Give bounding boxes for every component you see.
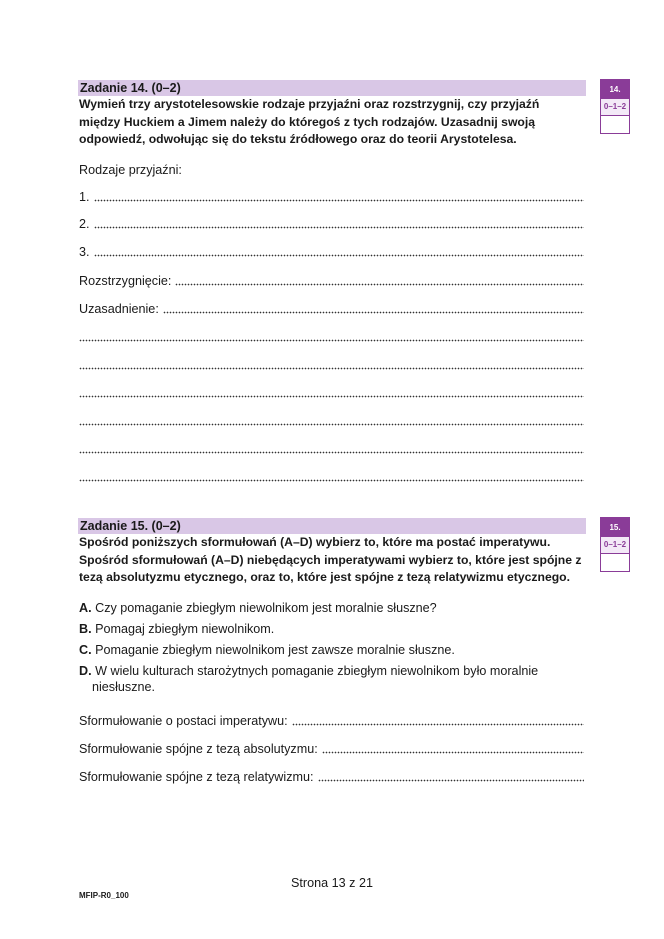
task14-answer-line-1[interactable] xyxy=(79,189,584,205)
task15-score-box xyxy=(600,517,630,572)
option-b xyxy=(79,621,569,637)
task14-answer-line-2[interactable] xyxy=(79,216,584,232)
answer3-label: Sformułowanie spójne z tezą relatywizmu: xyxy=(79,770,314,784)
task14-score-field[interactable] xyxy=(601,116,629,133)
option-text: W wielu kulturach starożytnych pomaganie zbiegłym niewolnikom było moralnie niesłuszne. xyxy=(92,664,539,694)
option-a xyxy=(79,600,569,616)
task14-kinds-label: Rodzaje przyjaźni: xyxy=(79,163,182,177)
task15-title: Zadanie 15. (0–2) xyxy=(78,518,586,534)
task14-score-box xyxy=(600,79,630,134)
dotted-line xyxy=(292,723,584,726)
dotted-line xyxy=(79,451,584,454)
option-text: Pomaganie zbiegłym niewolnikom jest zawsze moralnie słuszne. xyxy=(95,643,455,657)
task14-decision-label: Rozstrzygnięcie: xyxy=(79,274,172,288)
task14-score-number: 14. xyxy=(601,80,629,99)
option-text: Pomagaj zbiegłym niewolnikom. xyxy=(95,622,275,636)
task15-score-scale: 0–1–2 xyxy=(601,537,629,554)
page-number: Strona 13 z 21 xyxy=(291,876,373,890)
dotted-line xyxy=(79,479,584,482)
option-d xyxy=(79,663,547,695)
task14-answer-line-3[interactable] xyxy=(79,244,584,260)
dotted-line xyxy=(322,751,584,754)
task14-blank-line[interactable] xyxy=(79,469,584,485)
option-text: Czy pomaganie zbiegłym niewolnikom jest moralnie słuszne? xyxy=(95,601,437,615)
task14-blank-line[interactable] xyxy=(79,413,584,429)
dotted-line xyxy=(79,339,584,342)
dotted-line xyxy=(79,395,584,398)
task15-instruction: Spośród poniższych sformułowań (A–D) wybierz to, które ma postać imperatywu. Spośród sformułowań (A–D) niebędących imperatywami wybierz to, które jest spójne z tezą absolutyzmu etycznego, oraz to, które jest spójne z tezą relatywizmu etycznego. xyxy=(79,535,582,584)
dotted-line xyxy=(79,423,584,426)
task15-answer-absolutism[interactable] xyxy=(79,741,584,757)
option-letter: C. xyxy=(79,643,92,657)
task14-blank-line[interactable] xyxy=(79,441,584,457)
document-code: MFIP-R0_100 xyxy=(79,891,129,900)
task14-justification-label: Uzasadnienie: xyxy=(79,302,159,316)
option-letter: D. xyxy=(79,664,92,678)
dotted-line xyxy=(94,199,584,202)
task15-score-number: 15. xyxy=(601,518,629,537)
answer1-label: Sformułowanie o postaci imperatywu: xyxy=(79,714,288,728)
task14-blank-line[interactable] xyxy=(79,357,584,373)
task14-justification-line[interactable] xyxy=(79,301,584,317)
dotted-line xyxy=(163,311,584,314)
task14-title: Zadanie 14. (0–2) xyxy=(78,80,586,96)
task14-item3-label: 3. xyxy=(79,245,90,259)
task15-score-field[interactable] xyxy=(601,554,629,571)
task14-item1-label: 1. xyxy=(79,190,90,204)
task15-answer-relativism[interactable] xyxy=(79,769,584,785)
task14-blank-line[interactable] xyxy=(79,329,584,345)
task14-score-scale: 0–1–2 xyxy=(601,99,629,116)
dotted-line xyxy=(79,367,584,370)
task14-instruction: Wymień trzy arystotelesowskie rodzaje przyjaźni oraz rozstrzygnij, czy przyjaźń między Huckiem a Jimem należy do któregoś z tych rodzajów. Uzasadnij swoją odpowiedź, odwołując się do tekstu źródłowego oraz do teorii Arystotelesa. xyxy=(79,97,540,146)
dotted-line xyxy=(94,254,584,257)
task14-blank-line[interactable] xyxy=(79,385,584,401)
dotted-line xyxy=(94,226,584,229)
task14-decision-line[interactable] xyxy=(79,273,584,289)
option-c xyxy=(79,642,569,658)
option-letter: A. xyxy=(79,601,92,615)
option-letter: B. xyxy=(79,622,92,636)
task15-answer-imperative[interactable] xyxy=(79,713,584,729)
answer2-label: Sformułowanie spójne z tezą absolutyzmu: xyxy=(79,742,318,756)
dotted-line xyxy=(318,779,585,782)
dotted-line xyxy=(175,283,584,286)
task14-item2-label: 2. xyxy=(79,217,90,231)
